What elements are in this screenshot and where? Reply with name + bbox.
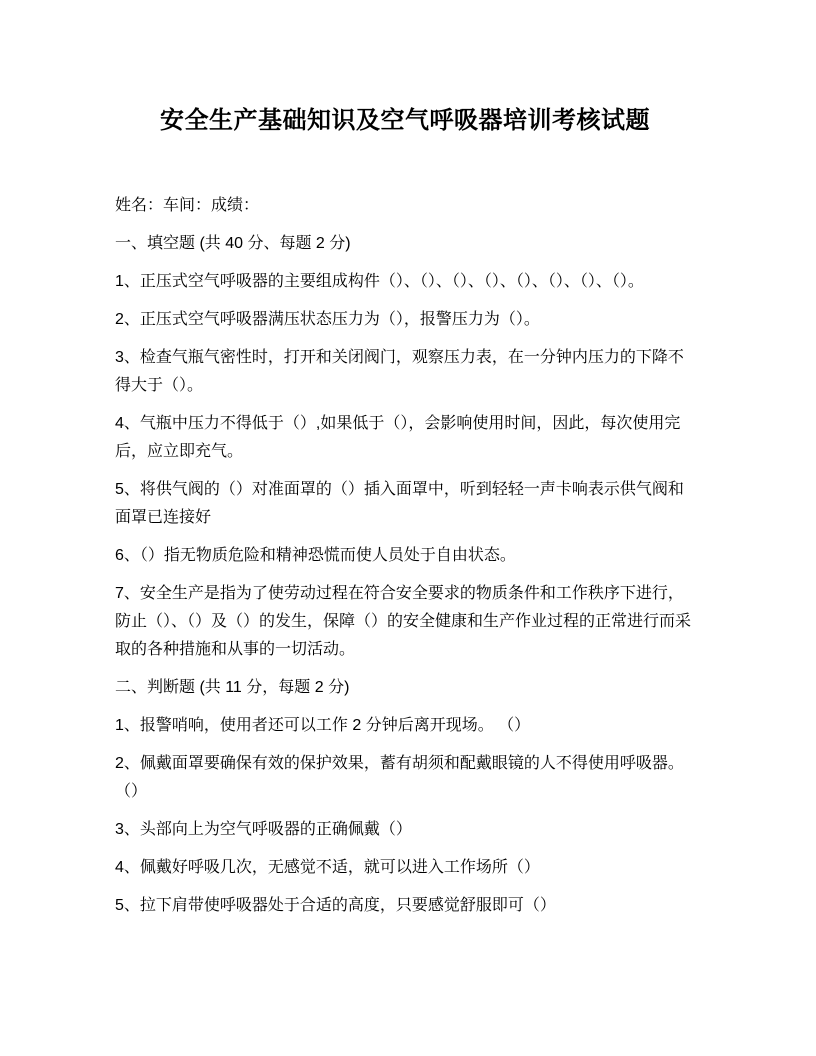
true-false-question-1: 1、报警哨响，使用者还可以工作 2 分钟后离开现场。 （）: [115, 717, 531, 734]
section-1-heading: 一、填空题 (共 40 分、每题 2 分): [115, 235, 351, 252]
fill-blank-question-3: 3、检查气瓶气密性时，打开和关闭阀门，观察压力表，在一分钟内压力的下降不得大于（）。: [115, 349, 684, 394]
fill-blank-question-6: 6、（）指无物质危险和精神恐慌而使人员处于自由状态。: [115, 547, 516, 564]
fill-blank-question-1: 1、正压式空气呼吸器的主要组成构件（）、（）、（）、（）、（）、（）、（）、（）。: [115, 273, 644, 290]
fill-blank-question-2: 2、正压式空气呼吸器满压状态压力为（），报警压力为（）。: [115, 311, 540, 328]
true-false-question-2: 2、佩戴面罩要确保有效的保护效果，蓄有胡须和配戴眼镜的人不得使用呼吸器。（）: [115, 755, 684, 800]
true-false-question-5: 5、拉下肩带使呼吸器处于合适的高度，只要感觉舒服即可（）: [115, 897, 556, 914]
true-false-question-4: 4、佩戴好呼吸几次，无感觉不适，就可以进入工作场所（）: [115, 859, 540, 876]
section-2-heading: 二、判断题 (共 11 分，每题 2 分): [115, 679, 350, 696]
fill-blank-question-5: 5、将供气阀的（）对准面罩的（）插入面罩中，听到轻轻一声卡响表示供气阀和面罩已连接好: [115, 481, 684, 526]
document-title: 安全生产基础知识及空气呼吸器培训考核试题: [160, 107, 650, 134]
document-content: [115, 0, 695, 920]
fill-blank-question-7: 7、安全生产是指为了使劳动过程在符合安全要求的物质条件和工作秩序下进行，防止（）、（）及（）的发生，保障（）的安全健康和生产作业过程的正常进行而采取的各种措施和从事的一切活动。: [115, 585, 692, 658]
fill-blank-question-4: 4、气瓶中压力不得低于（）,如果低于（），会影响使用时间，因此，每次使用完后，应立即充气。: [115, 415, 681, 460]
true-false-question-3: 3、头部向上为空气呼吸器的正确佩戴（）: [115, 821, 412, 838]
name-workshop-score-line: 姓名：车间：成绩：: [115, 197, 260, 214]
